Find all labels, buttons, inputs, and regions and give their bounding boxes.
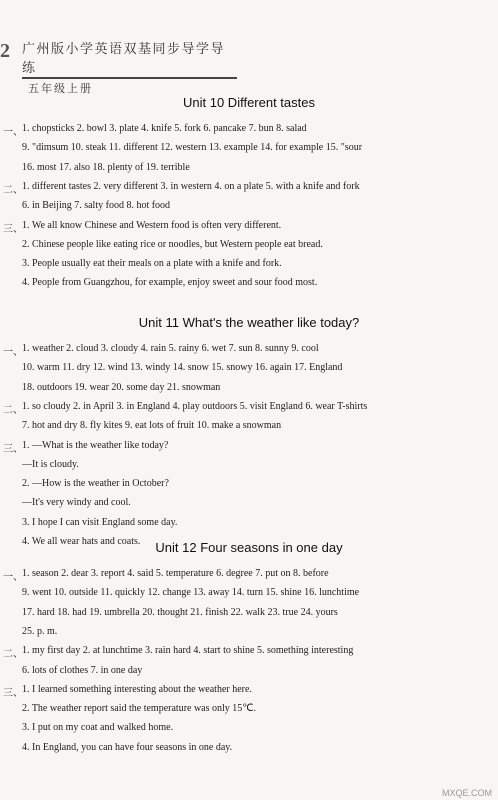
answer-line: 1. season 2. dear 3. report 4. said 5. temperature 6. degree 7. put on 8. before	[22, 568, 329, 579]
book-subtitle: 五年级上册	[28, 82, 93, 95]
answer-line: 3. People usually eat their meals on a plate with a knife and fork.	[22, 258, 282, 270]
answer-line: 2. Chinese people like eating rice or noodles, but Western people eat bread.	[22, 238, 323, 250]
section-marker: 一、	[3, 127, 23, 138]
answer-line: 1. chopsticks 2. bowl 3. plate 4. knife 5. fork 6. pancake 7. bun 8. salad	[22, 123, 307, 134]
answer-line: 6. lots of clothes 7. in one day	[22, 664, 143, 676]
book-title: 广州版小学英语双基同步导学导练	[22, 42, 226, 76]
unit-title: Unit 12 Four seasons in one day	[155, 540, 343, 555]
answer-line: 2. The weather report said the temperature was only 15℃.	[22, 703, 257, 715]
answer-line: 6. in Beijing 7. salty food 8. hot food	[22, 200, 171, 212]
section-marker: 三、	[3, 223, 23, 235]
answer-line: 4. In England, you can have four seasons in one day.	[22, 741, 233, 753]
answer-line: 1. so cloudy 2. in April 3. in England 4. play outdoors 5. visit England 6. wear T-shirts	[22, 400, 368, 412]
header-divider	[22, 77, 237, 79]
section-marker: 一、	[3, 347, 23, 358]
answer-line: 1. I learned something interesting about the weather here.	[22, 683, 252, 695]
answer-line: 1. —What is the weather like today?	[22, 439, 169, 451]
answer-line: —It is cloudy.	[22, 458, 79, 470]
answer-line: 1. We all know Chinese and Western food is often very different.	[22, 219, 282, 231]
answer-line: 4. People from Guangzhou, for example, enjoy sweet and sour food most.	[22, 277, 318, 289]
answer-line: 17. hard 18. had 19. umbrella 20. thought 21. finish 22. walk 23. true 24. yours	[22, 606, 338, 618]
unit-title: Unit 10 Different tastes	[183, 95, 315, 110]
answer-line: 3. I hope I can visit England some day.	[22, 516, 178, 528]
answer-line: 3. I put on my coat and walked home.	[22, 722, 174, 734]
answer-line: 1. different tastes 2. very different 3. in western 4. on a plate 5. with a knife and fork	[22, 180, 360, 192]
answer-line: 10. warm 11. dry 12. wind 13. windy 14. snow 15. snowy 16. again 17. England	[22, 362, 343, 374]
answer-line: 7. hot and dry 8. fly kites 9. eat lots of fruit 10. make a snowman	[22, 420, 282, 432]
answer-line: 1. my first day 2. at lunchtime 3. rain hard 4. start to shine 5. something interesting	[22, 645, 354, 657]
answer-line: 1. weather 2. cloud 3. cloudy 4. rain 5. rainy 6. wet 7. sun 8. sunny 9. cool	[22, 343, 319, 354]
section-marker: 二、	[3, 649, 23, 661]
answer-line: 16. most 17. also 18. plenty of 19. terrible	[22, 161, 190, 173]
answer-line: 2. —How is the weather in October?	[22, 478, 169, 490]
watermark: MXQE.COM	[441, 788, 492, 798]
book-header	[22, 38, 237, 96]
answer-line: 25. p. m.	[22, 625, 58, 637]
answer-line: 9. went 10. outside 11. quickly 12. change 13. away 14. turn 15. shine 16. lunchtime	[22, 587, 360, 599]
section-marker: 一、	[3, 572, 23, 583]
answer-line: 4. We all wear hats and coats.	[22, 536, 141, 547]
section-marker: 三、	[3, 443, 23, 455]
answer-line: 9. "dimsum 10. steak 11. different 12. western 13. example 14. for example 15. "sour	[22, 142, 363, 154]
answer-line: —It's very windy and cool.	[22, 497, 131, 509]
page-number: 2	[0, 40, 10, 62]
answer-line: 18. outdoors 19. wear 20. some day 21. snowman	[22, 381, 221, 393]
section-marker: 二、	[3, 404, 23, 416]
section-marker: 二、	[3, 184, 23, 196]
unit-title: Unit 11 What's the weather like today?	[138, 315, 360, 330]
section-marker: 三、	[3, 687, 23, 699]
